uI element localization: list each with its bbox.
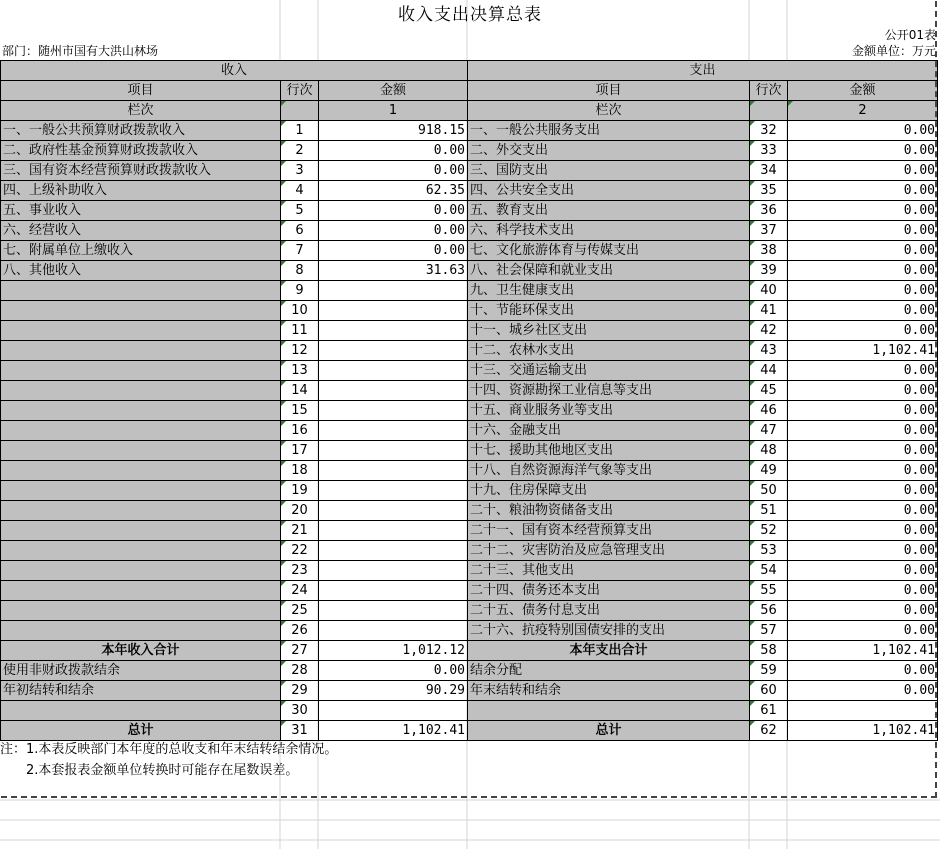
expense-rowno-cell[interactable]: 50 bbox=[750, 481, 788, 501]
expense-rowno-cell[interactable]: 55 bbox=[750, 581, 788, 601]
income-item-cell[interactable] bbox=[1, 401, 281, 421]
expense-item-cell[interactable]: 三、国防支出 bbox=[468, 161, 750, 181]
expense-rowno-cell[interactable]: 57 bbox=[750, 621, 788, 641]
income-rowno-cell[interactable]: 21 bbox=[281, 521, 319, 541]
section-header-row bbox=[1, 61, 938, 81]
income-item-cell[interactable]: 总计 bbox=[1, 721, 281, 741]
table-row bbox=[1, 681, 938, 701]
income-amount-cell[interactable] bbox=[319, 601, 468, 621]
income-rowno-cell[interactable]: 17 bbox=[281, 441, 319, 461]
income-amount-cell[interactable]: 0.00 bbox=[319, 241, 468, 261]
income-amount-cell[interactable] bbox=[319, 541, 468, 561]
income-item-cell[interactable] bbox=[1, 701, 281, 721]
table-row bbox=[1, 301, 938, 321]
expense-section-header: 支出 bbox=[468, 61, 938, 81]
income-item-cell[interactable] bbox=[1, 361, 281, 381]
income-item-cell[interactable] bbox=[1, 521, 281, 541]
table-row bbox=[1, 441, 938, 461]
income-amount-cell[interactable] bbox=[319, 481, 468, 501]
form-code: 公开01表 bbox=[884, 28, 936, 42]
income-rowno-cell[interactable]: 16 bbox=[281, 421, 319, 441]
income-rowno-cell[interactable]: 3 bbox=[281, 161, 319, 181]
department-label: 部门：随州市国有大洪山林场 bbox=[2, 44, 159, 58]
income-rowno-cell[interactable]: 29 bbox=[281, 681, 319, 701]
income-rowno-cell[interactable]: 1 bbox=[281, 121, 319, 141]
expense-item-cell[interactable]: 十一、城乡社区支出 bbox=[468, 321, 750, 341]
expense-item-cell[interactable]: 十、节能环保支出 bbox=[468, 301, 750, 321]
column-number-row bbox=[1, 101, 938, 121]
table-row bbox=[1, 541, 938, 561]
expense-amount-header: 金额 bbox=[788, 81, 938, 101]
income-item-cell[interactable]: 七、附属单位上缴收入 bbox=[1, 241, 281, 261]
income-amount-cell[interactable]: 918.15 bbox=[319, 121, 468, 141]
expense-amount-cell[interactable]: 0.00 bbox=[788, 241, 938, 261]
income-item-cell[interactable]: 三、国有资本经营预算财政拨款收入 bbox=[1, 161, 281, 181]
expense-rowno-cell[interactable]: 42 bbox=[750, 321, 788, 341]
income-rowno-cell[interactable]: 24 bbox=[281, 581, 319, 601]
income-amount-cell[interactable] bbox=[319, 321, 468, 341]
table-row bbox=[1, 601, 938, 621]
expense-amount-cell[interactable]: 0.00 bbox=[788, 401, 938, 421]
expense-amount-cell[interactable]: 0.00 bbox=[788, 161, 938, 181]
income-rowno-cell[interactable]: 2 bbox=[281, 141, 319, 161]
table-row bbox=[1, 661, 938, 681]
note-line-2: 2.本套报表金额单位转换时可能存在尾数误差。 bbox=[0, 763, 299, 778]
income-amount-cell[interactable]: 31.63 bbox=[319, 261, 468, 281]
table-row bbox=[1, 561, 938, 581]
income-item-cell[interactable] bbox=[1, 621, 281, 641]
income-item-cell[interactable]: 五、事业收入 bbox=[1, 201, 281, 221]
income-amount-cell[interactable]: 0.00 bbox=[319, 221, 468, 241]
expense-rowno-cell[interactable]: 53 bbox=[750, 541, 788, 561]
expense-amount-cell[interactable]: 0.00 bbox=[788, 381, 938, 401]
income-amount-cell[interactable] bbox=[319, 281, 468, 301]
income-item-cell[interactable] bbox=[1, 561, 281, 581]
expense-amount-cell[interactable]: 0.00 bbox=[788, 301, 938, 321]
income-amount-cell[interactable]: 0.00 bbox=[319, 201, 468, 221]
income-rowno-cell[interactable]: 7 bbox=[281, 241, 319, 261]
income-item-cell[interactable]: 四、上级补助收入 bbox=[1, 181, 281, 201]
expense-item-cell[interactable]: 六、科学技术支出 bbox=[468, 221, 750, 241]
expense-item-cell[interactable]: 九、卫生健康支出 bbox=[468, 281, 750, 301]
report-title: 收入支出决算总表 bbox=[398, 5, 542, 25]
income-column-number: 1 bbox=[319, 101, 468, 121]
income-amount-cell[interactable]: 62.35 bbox=[319, 181, 468, 201]
income-rowno-cell[interactable]: 26 bbox=[281, 621, 319, 641]
income-item-cell[interactable] bbox=[1, 501, 281, 521]
income-rowno-cell[interactable]: 11 bbox=[281, 321, 319, 341]
column-header-row bbox=[1, 81, 938, 101]
income-amount-cell[interactable] bbox=[319, 501, 468, 521]
income-amount-cell[interactable] bbox=[319, 461, 468, 481]
income-rowno-cell[interactable]: 27 bbox=[281, 641, 319, 661]
income-item-cell[interactable]: 二、政府性基金预算财政拨款收入 bbox=[1, 141, 281, 161]
income-column-rowno bbox=[281, 101, 319, 121]
expense-rowno-cell[interactable]: 61 bbox=[750, 701, 788, 721]
income-item-cell[interactable] bbox=[1, 541, 281, 561]
expense-item-cell[interactable] bbox=[468, 701, 750, 721]
expense-rowno-cell[interactable]: 49 bbox=[750, 461, 788, 481]
table-row bbox=[1, 521, 938, 541]
expense-item-cell[interactable]: 十二、农林水支出 bbox=[468, 341, 750, 361]
income-rowno-cell[interactable]: 5 bbox=[281, 201, 319, 221]
expense-rowno-cell[interactable]: 58 bbox=[750, 641, 788, 661]
expense-amount-cell[interactable]: 0.00 bbox=[788, 621, 938, 641]
expense-amount-cell[interactable]: 0.00 bbox=[788, 461, 938, 481]
income-item-cell[interactable] bbox=[1, 481, 281, 501]
expense-amount-cell[interactable]: 0.00 bbox=[788, 681, 938, 701]
table-row bbox=[1, 201, 938, 221]
expense-item-cell[interactable]: 十六、金融支出 bbox=[468, 421, 750, 441]
income-amount-cell[interactable]: 0.00 bbox=[319, 161, 468, 181]
expense-rowno-cell[interactable]: 52 bbox=[750, 521, 788, 541]
table-row bbox=[1, 281, 938, 301]
income-rowno-cell[interactable]: 10 bbox=[281, 301, 319, 321]
expense-item-cell[interactable]: 二十六、抗疫特别国债安排的支出 bbox=[468, 621, 750, 641]
income-item-cell[interactable]: 六、经营收入 bbox=[1, 221, 281, 241]
expense-item-cell[interactable]: 二十三、其他支出 bbox=[468, 561, 750, 581]
income-rowno-header: 行次 bbox=[281, 81, 319, 101]
expense-item-cell[interactable]: 二十五、债务付息支出 bbox=[468, 601, 750, 621]
expense-rowno-cell[interactable]: 40 bbox=[750, 281, 788, 301]
income-amount-cell[interactable]: 0.00 bbox=[319, 661, 468, 681]
table-row bbox=[1, 381, 938, 401]
expense-rowno-cell[interactable]: 47 bbox=[750, 421, 788, 441]
table-row bbox=[1, 401, 938, 421]
expense-amount-cell[interactable]: 0.00 bbox=[788, 441, 938, 461]
income-rowno-cell[interactable]: 25 bbox=[281, 601, 319, 621]
income-amount-cell[interactable] bbox=[319, 521, 468, 541]
expense-item-cell[interactable]: 二、外交支出 bbox=[468, 141, 750, 161]
expense-rowno-cell[interactable]: 36 bbox=[750, 201, 788, 221]
income-rowno-cell[interactable]: 19 bbox=[281, 481, 319, 501]
income-item-cell[interactable]: 八、其他收入 bbox=[1, 261, 281, 281]
expense-rowno-cell[interactable]: 51 bbox=[750, 501, 788, 521]
expense-rowno-cell[interactable]: 41 bbox=[750, 301, 788, 321]
income-amount-cell[interactable] bbox=[319, 441, 468, 461]
income-rowno-cell[interactable]: 15 bbox=[281, 401, 319, 421]
income-amount-cell[interactable] bbox=[319, 381, 468, 401]
income-amount-cell[interactable] bbox=[319, 701, 468, 721]
income-item-cell[interactable]: 一、一般公共预算财政拨款收入 bbox=[1, 121, 281, 141]
table-row bbox=[1, 361, 938, 381]
income-rowno-cell[interactable]: 20 bbox=[281, 501, 319, 521]
income-amount-cell[interactable] bbox=[319, 561, 468, 581]
expense-rowno-header: 行次 bbox=[750, 81, 788, 101]
expense-item-cell[interactable]: 十七、援助其他地区支出 bbox=[468, 441, 750, 461]
expense-amount-cell[interactable]: 0.00 bbox=[788, 581, 938, 601]
income-amount-cell[interactable] bbox=[319, 621, 468, 641]
expense-rowno-cell[interactable]: 60 bbox=[750, 681, 788, 701]
income-item-cell[interactable] bbox=[1, 421, 281, 441]
expense-column-number: 2 bbox=[788, 101, 938, 121]
income-amount-cell[interactable]: 1,012.12 bbox=[319, 641, 468, 661]
expense-item-cell[interactable]: 二十四、债务还本支出 bbox=[468, 581, 750, 601]
income-item-cell[interactable]: 使用非财政拨款结余 bbox=[1, 661, 281, 681]
note-line-1: 注：1.本表反映部门本年度的总收支和年末结转结余情况。 bbox=[0, 742, 338, 757]
income-item-cell[interactable] bbox=[1, 341, 281, 361]
expense-rowno-cell[interactable]: 34 bbox=[750, 161, 788, 181]
report-table-container bbox=[0, 60, 938, 741]
expense-item-cell[interactable]: 五、教育支出 bbox=[468, 201, 750, 221]
expense-item-cell[interactable]: 结余分配 bbox=[468, 661, 750, 681]
expense-item-cell[interactable]: 二十二、灾害防治及应急管理支出 bbox=[468, 541, 750, 561]
income-amount-cell[interactable]: 90.29 bbox=[319, 681, 468, 701]
income-amount-cell[interactable]: 0.00 bbox=[319, 141, 468, 161]
income-item-cell[interactable] bbox=[1, 581, 281, 601]
income-rowno-cell[interactable]: 31 bbox=[281, 721, 319, 741]
income-item-cell[interactable] bbox=[1, 301, 281, 321]
expense-amount-cell[interactable]: 0.00 bbox=[788, 661, 938, 681]
expense-amount-cell[interactable]: 0.00 bbox=[788, 281, 938, 301]
expense-item-cell[interactable]: 十四、资源勘探工业信息等支出 bbox=[468, 381, 750, 401]
table-row bbox=[1, 241, 938, 261]
expense-column-rowno bbox=[750, 101, 788, 121]
table-row bbox=[1, 181, 938, 201]
income-amount-cell[interactable] bbox=[319, 421, 468, 441]
income-rowno-cell[interactable]: 28 bbox=[281, 661, 319, 681]
table-row bbox=[1, 701, 938, 721]
expense-amount-cell[interactable]: 0.00 bbox=[788, 561, 938, 581]
income-item-cell[interactable] bbox=[1, 281, 281, 301]
expense-rowno-cell[interactable]: 48 bbox=[750, 441, 788, 461]
table-row bbox=[1, 321, 938, 341]
income-amount-cell[interactable]: 1,102.41 bbox=[319, 721, 468, 741]
income-rowno-cell[interactable]: 9 bbox=[281, 281, 319, 301]
expense-rowno-cell[interactable]: 43 bbox=[750, 341, 788, 361]
income-rowno-cell[interactable]: 23 bbox=[281, 561, 319, 581]
expense-item-cell[interactable]: 年末结转和结余 bbox=[468, 681, 750, 701]
expense-amount-cell[interactable] bbox=[788, 701, 938, 721]
expense-rowno-cell[interactable]: 35 bbox=[750, 181, 788, 201]
expense-rowno-cell[interactable]: 32 bbox=[750, 121, 788, 141]
income-expense-table bbox=[0, 60, 938, 741]
expense-amount-cell[interactable]: 0.00 bbox=[788, 321, 938, 341]
table-row bbox=[1, 121, 938, 141]
table-row bbox=[1, 501, 938, 521]
table-row bbox=[1, 261, 938, 281]
expense-amount-cell[interactable]: 0.00 bbox=[788, 121, 938, 141]
income-amount-cell[interactable] bbox=[319, 301, 468, 321]
table-row bbox=[1, 641, 938, 661]
expense-rowno-cell[interactable]: 37 bbox=[750, 221, 788, 241]
table-row bbox=[1, 461, 938, 481]
income-rowno-cell[interactable]: 18 bbox=[281, 461, 319, 481]
expense-rowno-cell[interactable]: 44 bbox=[750, 361, 788, 381]
expense-amount-cell[interactable]: 0.00 bbox=[788, 361, 938, 381]
expense-item-cell[interactable]: 二十一、国有资本经营预算支出 bbox=[468, 521, 750, 541]
expense-item-cell[interactable]: 十五、商业服务业等支出 bbox=[468, 401, 750, 421]
income-amount-cell[interactable] bbox=[319, 341, 468, 361]
expense-amount-cell[interactable]: 1,102.41 bbox=[788, 341, 938, 361]
expense-item-cell[interactable]: 八、社会保障和就业支出 bbox=[468, 261, 750, 281]
expense-amount-cell[interactable]: 0.00 bbox=[788, 261, 938, 281]
expense-item-cell[interactable]: 总计 bbox=[468, 721, 750, 741]
expense-rowno-cell[interactable]: 46 bbox=[750, 401, 788, 421]
income-item-cell[interactable] bbox=[1, 601, 281, 621]
income-rowno-cell[interactable]: 6 bbox=[281, 221, 319, 241]
unit-label: 金额单位：万元 bbox=[851, 44, 936, 58]
expense-amount-cell[interactable]: 0.00 bbox=[788, 481, 938, 501]
income-rowno-cell[interactable]: 8 bbox=[281, 261, 319, 281]
expense-rowno-cell[interactable]: 56 bbox=[750, 601, 788, 621]
expense-item-cell[interactable]: 十三、交通运输支出 bbox=[468, 361, 750, 381]
expense-amount-cell[interactable]: 1,102.41 bbox=[788, 721, 938, 741]
income-amount-cell[interactable] bbox=[319, 361, 468, 381]
income-rowno-cell[interactable]: 14 bbox=[281, 381, 319, 401]
expense-amount-cell[interactable]: 0.00 bbox=[788, 521, 938, 541]
income-item-cell[interactable]: 年初结转和结余 bbox=[1, 681, 281, 701]
expense-item-cell[interactable]: 本年支出合计 bbox=[468, 641, 750, 661]
income-item-cell[interactable] bbox=[1, 441, 281, 461]
income-item-cell[interactable]: 本年收入合计 bbox=[1, 641, 281, 661]
table-row bbox=[1, 341, 938, 361]
expense-amount-cell[interactable]: 0.00 bbox=[788, 541, 938, 561]
income-amount-cell[interactable] bbox=[319, 581, 468, 601]
expense-amount-cell[interactable]: 0.00 bbox=[788, 221, 938, 241]
table-row bbox=[1, 141, 938, 161]
expense-item-header: 项目 bbox=[468, 81, 750, 101]
income-amount-header: 金额 bbox=[319, 81, 468, 101]
expense-rowno-cell[interactable]: 45 bbox=[750, 381, 788, 401]
expense-column-label: 栏次 bbox=[468, 101, 750, 121]
table-row bbox=[1, 421, 938, 441]
expense-amount-cell[interactable]: 0.00 bbox=[788, 141, 938, 161]
table-row bbox=[1, 721, 938, 741]
income-item-cell[interactable] bbox=[1, 461, 281, 481]
expense-item-cell[interactable]: 四、公共安全支出 bbox=[468, 181, 750, 201]
expense-amount-cell[interactable]: 0.00 bbox=[788, 201, 938, 221]
expense-rowno-cell[interactable]: 39 bbox=[750, 261, 788, 281]
income-rowno-cell[interactable]: 12 bbox=[281, 341, 319, 361]
table-row bbox=[1, 581, 938, 601]
income-rowno-cell[interactable]: 4 bbox=[281, 181, 319, 201]
table-row bbox=[1, 161, 938, 181]
income-rowno-cell[interactable]: 13 bbox=[281, 361, 319, 381]
expense-item-cell[interactable]: 十八、自然资源海洋气象等支出 bbox=[468, 461, 750, 481]
expense-rowno-cell[interactable]: 33 bbox=[750, 141, 788, 161]
table-row bbox=[1, 481, 938, 501]
expense-item-cell[interactable]: 七、文化旅游体育与传媒支出 bbox=[468, 241, 750, 261]
expense-amount-cell[interactable]: 1,102.41 bbox=[788, 641, 938, 661]
expense-item-cell[interactable]: 十九、住房保障支出 bbox=[468, 481, 750, 501]
expense-rowno-cell[interactable]: 62 bbox=[750, 721, 788, 741]
income-rowno-cell[interactable]: 22 bbox=[281, 541, 319, 561]
income-item-cell[interactable] bbox=[1, 381, 281, 401]
expense-rowno-cell[interactable]: 59 bbox=[750, 661, 788, 681]
expense-item-cell[interactable]: 一、一般公共服务支出 bbox=[468, 121, 750, 141]
expense-amount-cell[interactable]: 0.00 bbox=[788, 181, 938, 201]
income-item-cell[interactable] bbox=[1, 321, 281, 341]
expense-item-cell[interactable]: 二十、粮油物资储备支出 bbox=[468, 501, 750, 521]
table-row bbox=[1, 221, 938, 241]
income-rowno-cell[interactable]: 30 bbox=[281, 701, 319, 721]
income-amount-cell[interactable] bbox=[319, 401, 468, 421]
expense-amount-cell[interactable]: 0.00 bbox=[788, 601, 938, 621]
expense-rowno-cell[interactable]: 38 bbox=[750, 241, 788, 261]
expense-amount-cell[interactable]: 0.00 bbox=[788, 421, 938, 441]
table-row bbox=[1, 621, 938, 641]
expense-rowno-cell[interactable]: 54 bbox=[750, 561, 788, 581]
expense-amount-cell[interactable]: 0.00 bbox=[788, 501, 938, 521]
income-column-label: 栏次 bbox=[1, 101, 281, 121]
income-item-header: 项目 bbox=[1, 81, 281, 101]
income-section-header: 收入 bbox=[1, 61, 468, 81]
